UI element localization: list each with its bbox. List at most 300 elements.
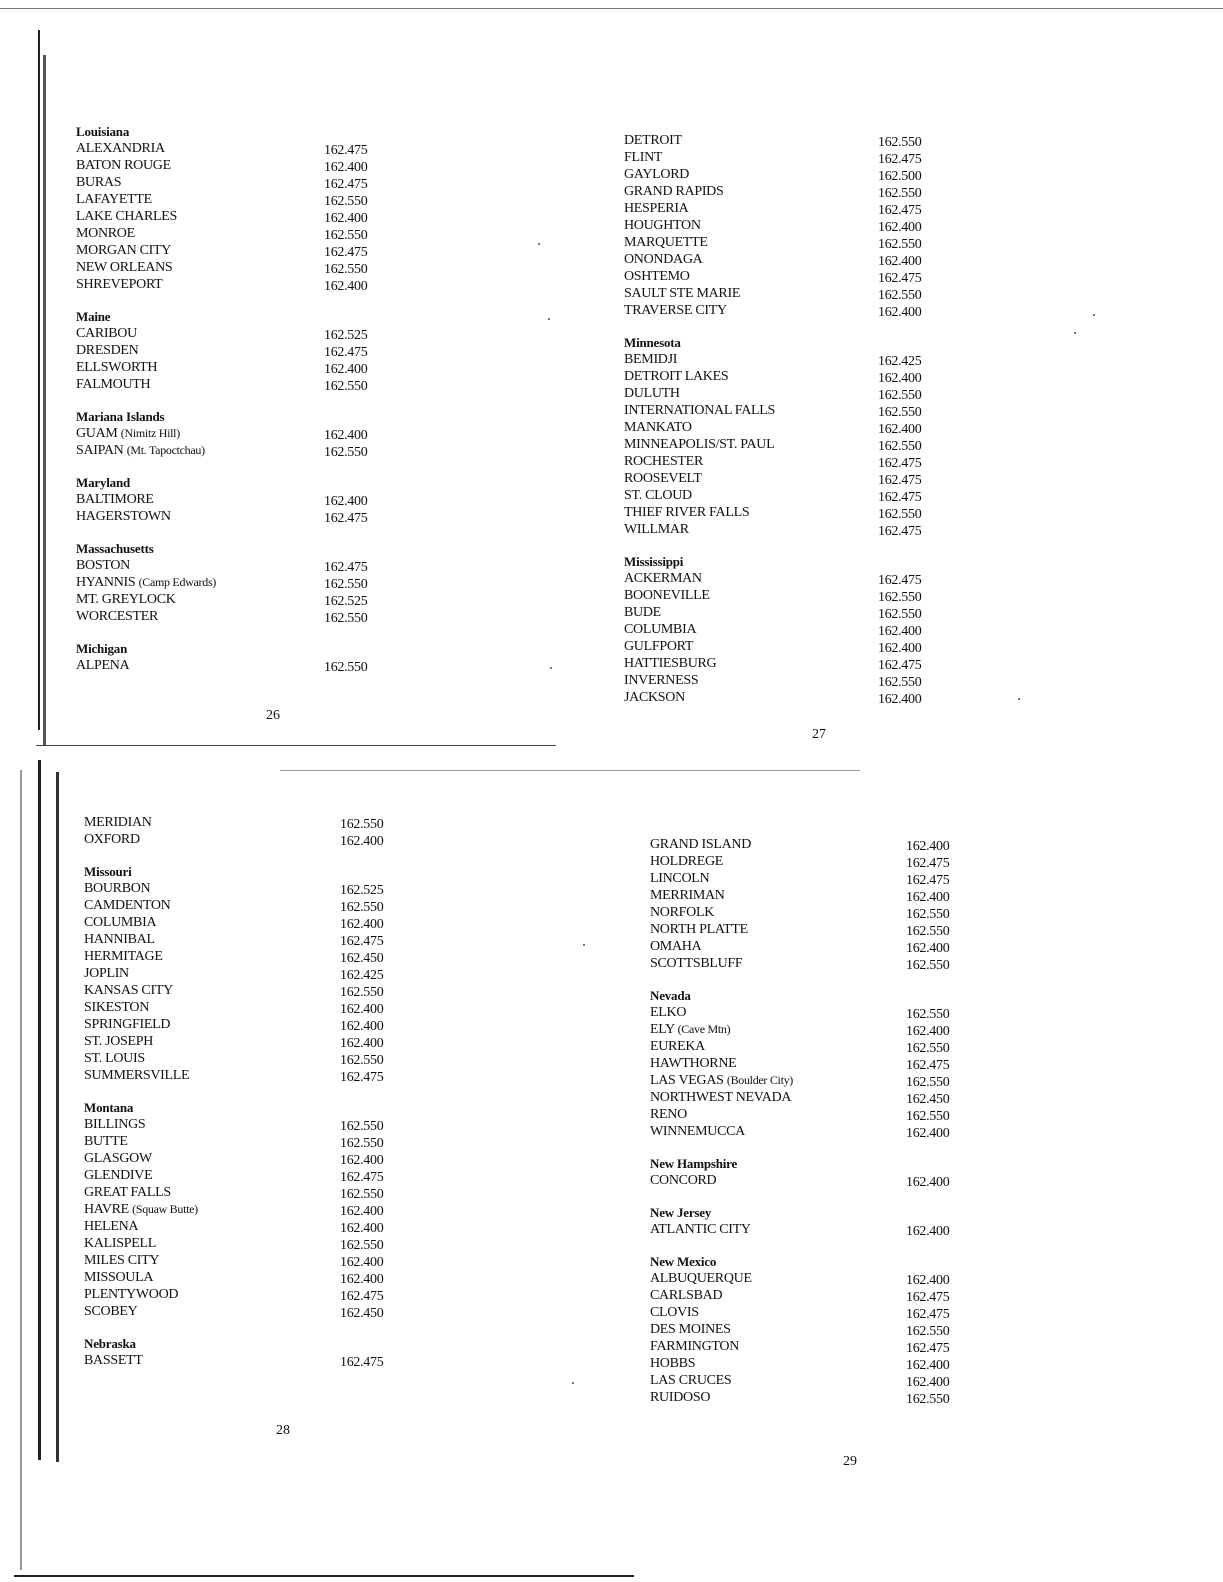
station-name-text: MARQUETTE — [624, 235, 708, 250]
station-name-text: DETROIT — [624, 133, 682, 148]
station-frequency: 162.400 — [340, 1272, 384, 1287]
station-row — [624, 149, 1054, 166]
station-name — [76, 174, 121, 191]
station-row — [624, 487, 1054, 504]
station-row — [84, 1303, 514, 1320]
station-frequency: 162.475 — [340, 1289, 384, 1304]
state-section — [624, 554, 1054, 706]
station-row — [624, 570, 1054, 587]
station-name-text: MONROE — [76, 226, 135, 241]
station-frequency: 162.450 — [906, 1092, 950, 1107]
station-frequency: 162.475 — [340, 1070, 384, 1085]
station-row — [624, 604, 1054, 621]
station-name — [650, 1123, 745, 1140]
station-frequency: 162.400 — [324, 362, 368, 377]
station-frequency: 162.550 — [324, 194, 368, 209]
station-name-text: WINNEMUCCA — [650, 1124, 745, 1139]
station-name — [650, 1287, 722, 1304]
state-heading: Minnesota — [624, 335, 681, 350]
station-name — [624, 351, 677, 368]
station-name — [650, 904, 714, 921]
station-frequency: 162.550 — [906, 1324, 950, 1339]
station-name — [624, 487, 692, 504]
station-row — [650, 1055, 1080, 1072]
state-section — [76, 541, 506, 625]
station-name — [624, 166, 689, 183]
station-name-text: GRAND RAPIDS — [624, 184, 724, 199]
station-frequency: 162.425 — [878, 354, 922, 369]
station-name-text: COLUMBIA — [84, 915, 157, 930]
station-row — [624, 638, 1054, 655]
station-frequency: 162.550 — [906, 924, 950, 939]
page-divider-middle-right — [280, 770, 860, 771]
scan-border-top — [0, 8, 1223, 9]
station-row — [650, 921, 1080, 938]
state-section — [84, 1100, 514, 1320]
station-frequency: 162.400 — [340, 1221, 384, 1236]
station-row — [624, 621, 1054, 638]
station-row — [624, 368, 1054, 385]
station-row — [84, 1184, 514, 1201]
station-frequency: 162.550 — [878, 507, 922, 522]
station-name-text: SUMMERSVILLE — [84, 1068, 190, 1083]
station-name-text: HANNIBAL — [84, 932, 155, 947]
station-name-text: ALBUQUERQUE — [650, 1271, 752, 1286]
station-row — [84, 1167, 514, 1184]
station-name-text: GAYLORD — [624, 167, 690, 182]
station-name — [84, 897, 171, 914]
station-frequency: 162.400 — [906, 1224, 950, 1239]
state-section — [84, 1336, 514, 1369]
station-row — [624, 504, 1054, 521]
station-name-text: MERRIMAN — [650, 888, 725, 903]
station-frequency: 162.425 — [340, 968, 384, 983]
station-row — [76, 591, 506, 608]
station-row — [624, 217, 1054, 234]
station-row — [650, 1221, 1080, 1238]
station-name-text: HOBBS — [650, 1356, 696, 1371]
station-name-text: HAGERSTOWN — [76, 509, 171, 524]
station-name-text: SAIPAN — [76, 443, 124, 458]
state-section — [76, 641, 506, 674]
station-frequency: 162.550 — [324, 379, 368, 394]
station-frequency: 162.550 — [878, 590, 922, 605]
station-name-text: JOPLIN — [84, 966, 129, 981]
station-name — [650, 1072, 793, 1089]
station-row — [650, 938, 1080, 955]
station-row — [76, 376, 506, 393]
station-row — [650, 1021, 1080, 1038]
station-name-text: TRAVERSE CITY — [624, 303, 727, 318]
station-row — [624, 655, 1054, 672]
state-heading: Maryland — [76, 475, 131, 490]
station-name-text: OSHTEMO — [624, 269, 690, 284]
station-frequency: 162.550 — [878, 135, 922, 150]
station-frequency: 162.475 — [878, 473, 922, 488]
station-frequency: 162.525 — [324, 328, 368, 343]
station-row — [84, 1050, 514, 1067]
station-frequency: 162.550 — [340, 1053, 384, 1068]
station-row — [650, 1004, 1080, 1021]
station-name-text: ST. LOUIS — [84, 1051, 145, 1066]
station-frequency: 162.475 — [340, 934, 384, 949]
station-location-note: (Squaw Butte) — [132, 1202, 198, 1216]
station-row — [650, 1355, 1080, 1372]
station-frequency: 162.475 — [324, 143, 368, 158]
station-frequency: 162.400 — [906, 1375, 950, 1390]
station-frequency: 162.475 — [324, 345, 368, 360]
station-frequency: 162.400 — [340, 1255, 384, 1270]
station-frequency: 162.550 — [340, 900, 384, 915]
station-frequency: 162.500 — [878, 169, 922, 184]
station-name — [624, 200, 689, 217]
station-name — [84, 914, 156, 931]
station-frequency: 162.550 — [340, 985, 384, 1000]
station-name — [76, 259, 172, 276]
scan-speck — [583, 944, 585, 946]
station-frequency: 162.400 — [878, 305, 922, 320]
station-row — [84, 1286, 514, 1303]
station-frequency: 162.475 — [878, 524, 922, 539]
state-heading: Louisiana — [76, 124, 130, 139]
station-name — [624, 183, 723, 200]
station-name-text: RENO — [650, 1107, 687, 1122]
station-row — [84, 999, 514, 1016]
station-name — [650, 1372, 731, 1389]
station-name-text: BATON ROUGE — [76, 158, 171, 173]
station-row — [84, 814, 514, 831]
station-name-text: HELENA — [84, 1219, 139, 1234]
station-name — [84, 1269, 153, 1286]
binding-edge-top-inner — [43, 55, 46, 745]
station-name-text: INVERNESS — [624, 673, 699, 688]
station-frequency: 162.475 — [906, 1058, 950, 1073]
station-row — [84, 1133, 514, 1150]
scan-speck — [538, 243, 540, 245]
station-name-text: BILLINGS — [84, 1117, 146, 1132]
station-name — [624, 470, 702, 487]
station-row — [76, 276, 506, 293]
station-row — [650, 870, 1080, 887]
station-row — [84, 1269, 514, 1286]
state-section — [84, 864, 514, 1084]
station-name-text: ELLSWORTH — [76, 360, 158, 375]
page-number-29: 29 — [843, 1454, 857, 1469]
station-frequency: 162.475 — [324, 560, 368, 575]
station-name-text: NORTH PLATTE — [650, 922, 748, 937]
station-frequency: 162.550 — [324, 577, 368, 592]
station-name — [76, 342, 138, 359]
station-row — [624, 268, 1054, 285]
page-divider-middle — [36, 745, 556, 746]
station-name-text: SIKESTON — [84, 1000, 150, 1015]
station-name-text: EUREKA — [650, 1039, 705, 1054]
station-name-text: BEMIDJI — [624, 352, 678, 367]
station-frequency: 162.550 — [340, 1136, 384, 1151]
scan-speck — [1074, 332, 1076, 334]
station-name — [76, 574, 216, 591]
state-heading: Massachusetts — [76, 541, 154, 556]
state-section — [624, 132, 1054, 319]
page-27-listing — [624, 132, 1054, 722]
station-name — [650, 1321, 731, 1338]
station-name-text: HERMITAGE — [84, 949, 163, 964]
station-row — [624, 285, 1054, 302]
station-name-text: GRAND ISLAND — [650, 837, 752, 852]
station-name — [624, 132, 682, 149]
station-row — [84, 1352, 514, 1369]
station-name — [624, 672, 698, 689]
scan-speck — [1093, 314, 1095, 316]
scan-speck — [548, 318, 550, 320]
station-name — [84, 1016, 170, 1033]
station-frequency: 162.400 — [906, 1175, 950, 1190]
station-name-text: ATLANTIC CITY — [650, 1222, 751, 1237]
station-name-text: MERIDIAN — [84, 815, 152, 830]
station-row — [76, 491, 506, 508]
station-name-text: SCOTTSBLUFF — [650, 956, 743, 971]
station-frequency: 162.550 — [906, 958, 950, 973]
station-frequency: 162.400 — [340, 1153, 384, 1168]
scan-speck — [550, 667, 552, 669]
station-name — [76, 225, 135, 242]
binding-edge-bottom-inner — [38, 760, 41, 1460]
station-name — [650, 1389, 710, 1406]
station-frequency: 162.400 — [906, 839, 950, 854]
station-row — [76, 325, 506, 342]
state-heading: New Hampshire — [650, 1156, 738, 1171]
station-name-text: GUAM — [76, 426, 118, 441]
station-frequency: 162.400 — [906, 890, 950, 905]
station-name — [76, 157, 171, 174]
station-row — [84, 1033, 514, 1050]
station-row — [624, 351, 1054, 368]
station-name-text: BASSETT — [84, 1353, 143, 1368]
station-row — [76, 574, 506, 591]
station-row — [624, 453, 1054, 470]
station-name — [76, 208, 177, 225]
station-frequency: 162.400 — [324, 494, 368, 509]
station-name — [624, 504, 749, 521]
station-name — [84, 1218, 138, 1235]
station-name-text: LAKE CHARLES — [76, 209, 178, 224]
station-name-text: DETROIT LAKES — [624, 369, 729, 384]
station-row — [76, 442, 506, 459]
station-name — [624, 268, 690, 285]
state-heading: Missouri — [84, 864, 132, 879]
station-frequency: 162.475 — [878, 203, 922, 218]
station-row — [624, 402, 1054, 419]
station-frequency: 162.475 — [906, 1307, 950, 1322]
station-name — [650, 1021, 730, 1038]
station-frequency: 162.550 — [878, 186, 922, 201]
station-row — [84, 831, 514, 848]
station-row — [84, 1067, 514, 1084]
state-section — [76, 409, 506, 459]
page-28-listing — [84, 814, 514, 1385]
station-frequency: 162.400 — [906, 1358, 950, 1373]
station-location-note: (Camp Edwards) — [138, 575, 217, 589]
station-frequency: 162.475 — [324, 245, 368, 260]
station-name — [650, 1221, 751, 1238]
station-name — [84, 1184, 171, 1201]
station-name-text: GLASGOW — [84, 1151, 152, 1166]
station-row — [84, 880, 514, 897]
station-name-text: MT. GREYLOCK — [76, 592, 176, 607]
station-frequency: 162.400 — [906, 1273, 950, 1288]
state-heading: Nevada — [650, 988, 691, 1003]
station-name-text: CARLSBAD — [650, 1288, 723, 1303]
station-row — [650, 836, 1080, 853]
station-name-text: NORFOLK — [650, 905, 715, 920]
station-name — [76, 442, 205, 459]
station-row — [650, 1287, 1080, 1304]
station-name — [76, 508, 171, 525]
station-row — [624, 385, 1054, 402]
station-name — [650, 1270, 752, 1287]
station-frequency: 162.525 — [340, 883, 384, 898]
station-frequency: 162.400 — [340, 834, 384, 849]
station-name — [84, 999, 149, 1016]
station-name — [624, 368, 728, 385]
station-name — [76, 325, 137, 342]
station-name — [624, 251, 702, 268]
station-name-text: CONCORD — [650, 1173, 717, 1188]
station-name-text: ROCHESTER — [624, 454, 703, 469]
station-frequency: 162.550 — [340, 1119, 384, 1134]
station-row — [624, 200, 1054, 217]
station-name-text: HAWTHORNE — [650, 1056, 737, 1071]
station-name — [624, 302, 727, 319]
station-name-text: ONONDAGA — [624, 252, 703, 267]
station-row — [624, 166, 1054, 183]
station-frequency: 162.550 — [878, 237, 922, 252]
station-frequency: 162.475 — [906, 873, 950, 888]
station-name — [624, 149, 662, 166]
station-frequency: 162.450 — [340, 951, 384, 966]
station-frequency: 162.400 — [324, 160, 368, 175]
station-row — [650, 1389, 1080, 1406]
state-section — [624, 335, 1054, 538]
station-name-text: SCOBEY — [84, 1304, 138, 1319]
station-name-text: BUDE — [624, 605, 661, 620]
station-name-text: BUTTE — [84, 1134, 128, 1149]
station-name — [76, 191, 152, 208]
station-row — [84, 1218, 514, 1235]
station-frequency: 162.400 — [906, 1126, 950, 1141]
station-name — [650, 853, 723, 870]
station-name — [84, 1252, 159, 1269]
state-heading: New Jersey — [650, 1205, 712, 1220]
station-name — [650, 921, 748, 938]
station-frequency: 162.475 — [878, 456, 922, 471]
station-frequency: 162.550 — [906, 1007, 950, 1022]
station-row — [650, 1321, 1080, 1338]
station-name — [650, 1106, 687, 1123]
station-frequency: 162.400 — [878, 641, 922, 656]
station-name — [84, 880, 150, 897]
station-row — [650, 955, 1080, 972]
station-frequency: 162.550 — [878, 388, 922, 403]
station-row — [624, 587, 1054, 604]
station-name — [650, 955, 742, 972]
binding-edge-top-left — [38, 30, 40, 730]
station-row — [624, 521, 1054, 538]
page-26-listing — [76, 124, 506, 690]
station-name-text: BALTIMORE — [76, 492, 154, 507]
station-name — [624, 689, 685, 706]
station-name — [624, 217, 701, 234]
station-frequency: 162.400 — [340, 917, 384, 932]
station-name-text: ROOSEVELT — [624, 471, 702, 486]
station-name-text: HAVRE — [84, 1202, 129, 1217]
station-frequency: 162.475 — [906, 1290, 950, 1305]
station-name-text: DES MOINES — [650, 1322, 731, 1337]
station-row — [650, 1338, 1080, 1355]
station-row — [76, 242, 506, 259]
station-name — [624, 655, 716, 672]
station-name-text: DRESDEN — [76, 343, 139, 358]
station-name — [84, 1167, 152, 1184]
station-name-text: FALMOUTH — [76, 377, 151, 392]
station-frequency: 162.475 — [324, 177, 368, 192]
station-name-text: SHREVEPORT — [76, 277, 163, 292]
station-name-text: GLENDIVE — [84, 1168, 153, 1183]
station-name — [624, 285, 740, 302]
station-name-text: SPRINGFIELD — [84, 1017, 171, 1032]
station-row — [624, 234, 1054, 251]
station-frequency: 162.400 — [878, 692, 922, 707]
page-number-26: 26 — [266, 708, 280, 723]
station-name-text: BOURBON — [84, 881, 151, 896]
station-frequency: 162.475 — [878, 152, 922, 167]
station-frequency: 162.400 — [340, 1204, 384, 1219]
station-name-text: WORCESTER — [76, 609, 159, 624]
station-name-text: OXFORD — [84, 832, 140, 847]
station-frequency: 162.400 — [324, 211, 368, 226]
station-name-text: ELY — [650, 1022, 675, 1037]
station-row — [650, 1123, 1080, 1140]
station-row — [76, 608, 506, 625]
station-row — [76, 191, 506, 208]
station-frequency: 162.475 — [340, 1170, 384, 1185]
station-name-text: ST. JOSEPH — [84, 1034, 154, 1049]
station-frequency: 162.550 — [878, 675, 922, 690]
state-heading: Maine — [76, 309, 111, 324]
station-name — [650, 1055, 736, 1072]
state-heading: Mississippi — [624, 554, 684, 569]
station-name — [76, 657, 129, 674]
station-frequency: 162.400 — [878, 220, 922, 235]
station-name-text: NEW ORLEANS — [76, 260, 173, 275]
station-name-text: LAFAYETTE — [76, 192, 152, 207]
station-row — [76, 174, 506, 191]
station-location-note: (Mt. Tapoctchau) — [126, 443, 205, 457]
station-frequency: 162.550 — [324, 262, 368, 277]
scan-border-bottom — [14, 1575, 634, 1577]
station-name-text: OMAHA — [650, 939, 702, 954]
station-frequency: 162.550 — [340, 1187, 384, 1202]
station-name — [76, 425, 180, 442]
station-frequency: 162.550 — [906, 1041, 950, 1056]
station-name — [650, 1304, 699, 1321]
station-frequency: 162.550 — [906, 1109, 950, 1124]
station-row — [76, 508, 506, 525]
station-name-text: HOLDREGE — [650, 854, 724, 869]
station-name-text: ALEXANDRIA — [76, 141, 165, 156]
station-name — [624, 621, 696, 638]
station-name — [624, 385, 680, 402]
